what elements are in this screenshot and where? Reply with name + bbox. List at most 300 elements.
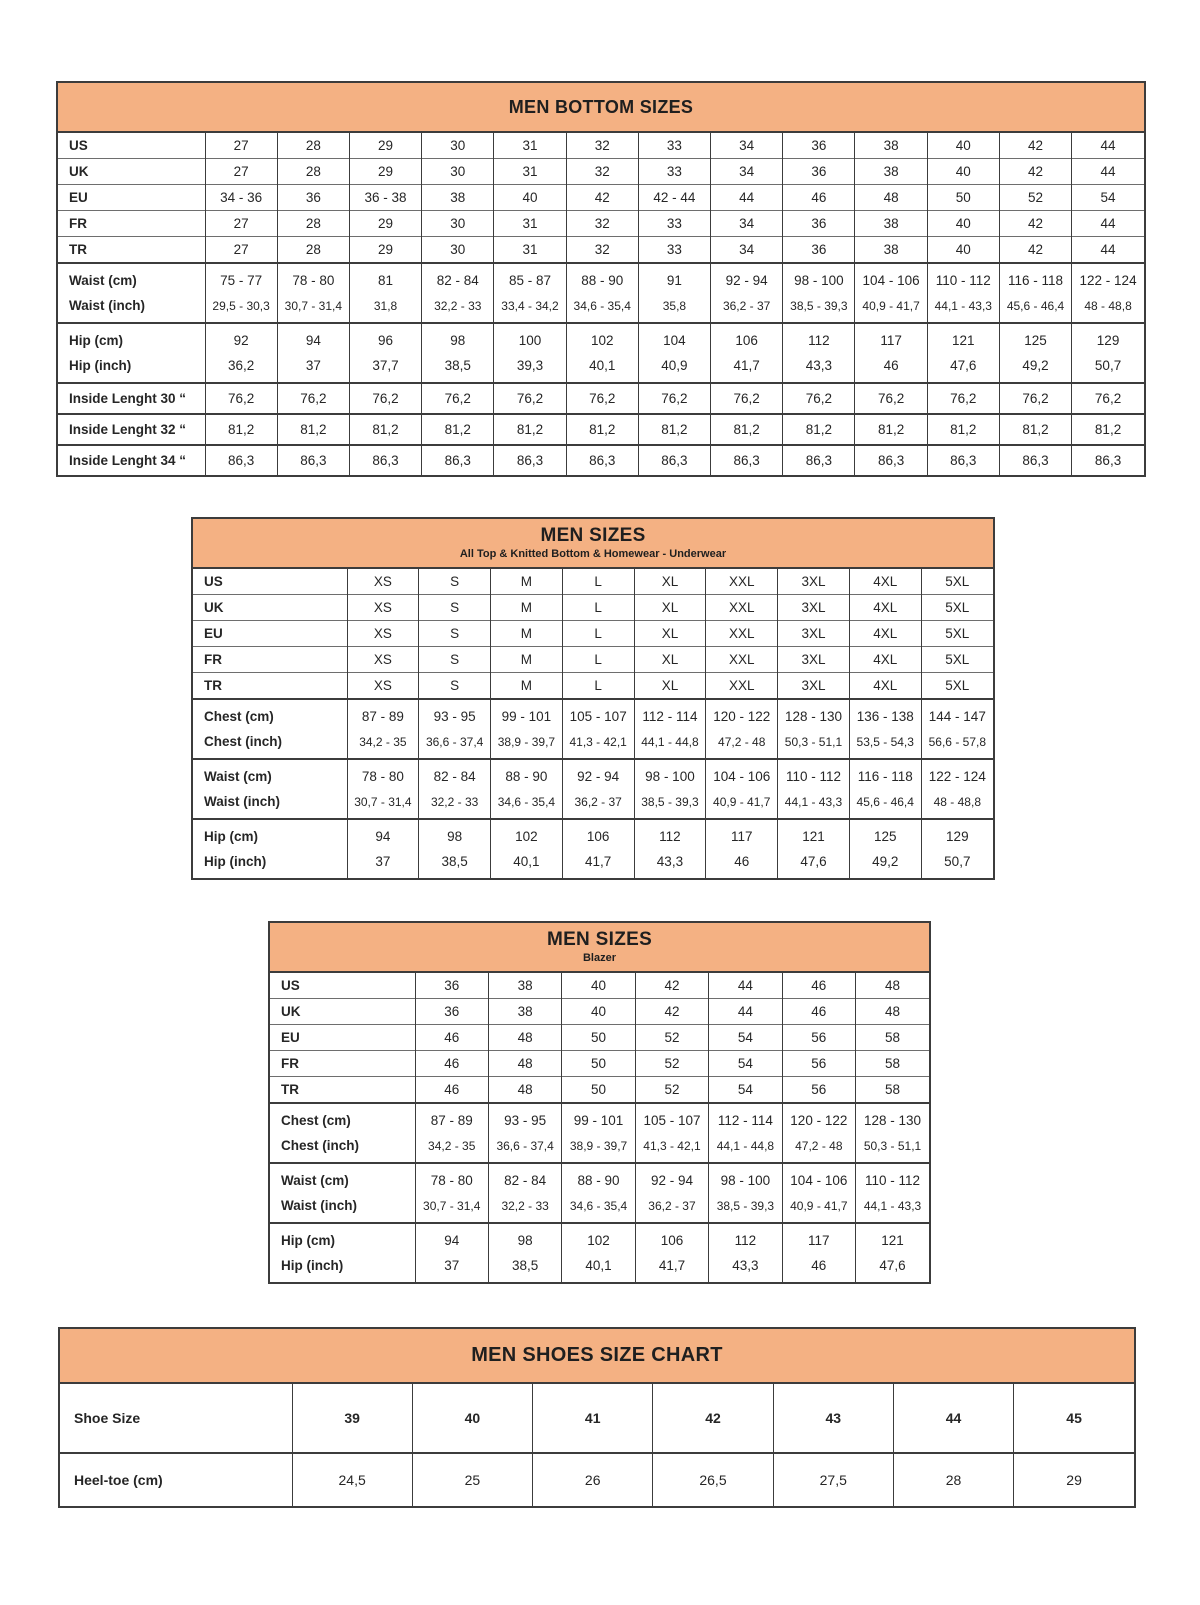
table-cell: 122 - 124: [921, 759, 993, 789]
table-row: [193, 595, 993, 621]
table-cell: 38: [855, 133, 927, 159]
table-cell: 49,2: [849, 849, 921, 878]
table-cell: XXL: [706, 673, 778, 700]
table-row: [270, 1253, 929, 1282]
table-cell: 86,3: [711, 445, 783, 475]
table-cell: 40,9 - 41,7: [782, 1193, 855, 1223]
table-cell: 30,7 - 31,4: [415, 1193, 488, 1223]
table-cell: 32,2 - 33: [488, 1193, 561, 1223]
table-cell: 87 - 89: [415, 1103, 488, 1133]
table-cell: 5XL: [921, 595, 993, 621]
table-cell: 3XL: [778, 673, 850, 700]
table-cell: 41,7: [635, 1253, 708, 1282]
table-cell: 82 - 84: [422, 263, 494, 293]
table-row: [58, 133, 1144, 159]
table-cell: 94: [277, 323, 349, 353]
table-header: [58, 83, 1144, 133]
table-cell: 81,2: [711, 414, 783, 445]
table-cell: 43,3: [634, 849, 706, 878]
table-cell: 32,2 - 33: [419, 789, 491, 819]
table-cell: 45,6 - 46,4: [999, 293, 1071, 323]
table-cell: 44: [709, 999, 782, 1025]
table-cell: 102: [491, 819, 563, 849]
table-cell: 56: [782, 1025, 855, 1051]
table-cell: 50: [562, 1051, 635, 1077]
table-cell: 40,1: [566, 353, 638, 383]
table-cell: 93 - 95: [488, 1103, 561, 1133]
table-cell: 125: [999, 323, 1071, 353]
table-cell: 34: [711, 159, 783, 185]
row-label: FR: [193, 647, 347, 673]
table-cell: 42: [999, 133, 1071, 159]
table-cell: 112: [709, 1223, 782, 1253]
table-cell: 76,2: [349, 383, 421, 414]
table-cell: 40,9 - 41,7: [855, 293, 927, 323]
table-cell: 81,2: [1072, 414, 1144, 445]
table-cell: 42: [566, 185, 638, 211]
table-cell: 104: [638, 323, 710, 353]
table-cell: 33: [638, 159, 710, 185]
table-cell: 33: [638, 211, 710, 237]
table-cell: 41,7: [711, 353, 783, 383]
row-label: TR: [193, 673, 347, 700]
table-cell: 94: [415, 1223, 488, 1253]
table-cell: 86,3: [349, 445, 421, 475]
table-row: [58, 293, 1144, 323]
row-label: US: [69, 138, 88, 153]
table-cell: 46: [415, 1051, 488, 1077]
table-row: [270, 1133, 929, 1163]
table-cell: 27: [205, 159, 277, 185]
table-cell: 30: [422, 159, 494, 185]
table-cell: 86,3: [855, 445, 927, 475]
table-cell: 42: [653, 1384, 773, 1453]
table-cell: 98: [488, 1223, 561, 1253]
table-cell: 41,3 - 42,1: [562, 729, 634, 759]
row-label: Hip (cm): [58, 323, 205, 353]
table-cell: 34 - 36: [205, 185, 277, 211]
table-cell: 28: [277, 159, 349, 185]
table-cell: 39,3: [494, 353, 566, 383]
table-cell: 104 - 106: [706, 759, 778, 789]
row-label: Waist (inch): [69, 298, 145, 313]
table-cell: 76,2: [855, 383, 927, 414]
table-cell: 34,2 - 35: [347, 729, 419, 759]
table-cell: 36: [783, 237, 855, 264]
table-cell: 56,6 - 57,8: [921, 729, 993, 759]
table-cell: 76,2: [205, 383, 277, 414]
table-cell: 122 - 124: [1072, 263, 1144, 293]
table-cell: 76,2: [566, 383, 638, 414]
table-cell: 34,6 - 35,4: [562, 1193, 635, 1223]
table-cell: 3XL: [778, 569, 850, 595]
table-cell: XS: [347, 673, 419, 700]
row-label: Waist (cm): [193, 759, 347, 789]
table-cell: 30,7 - 31,4: [347, 789, 419, 819]
table-cell: 116 - 118: [999, 263, 1071, 293]
table-cell: 38,5 - 39,3: [634, 789, 706, 819]
table-cell: 31: [494, 211, 566, 237]
table-cell: 54: [1072, 185, 1144, 211]
table-row: [58, 445, 1144, 475]
table-cell: 38,5: [419, 849, 491, 878]
table-cell: S: [419, 673, 491, 700]
table-cell: 26,5: [653, 1453, 773, 1506]
table-cell: 36: [415, 973, 488, 999]
table-cell: 37: [277, 353, 349, 383]
table-cell: 37: [347, 849, 419, 878]
table-cell: 81,2: [422, 414, 494, 445]
table-cell: 34,6 - 35,4: [491, 789, 563, 819]
table-cell: 81,2: [349, 414, 421, 445]
table-cell: 36: [783, 133, 855, 159]
table-cell: 54: [709, 1051, 782, 1077]
table-cell: 38,5 - 39,3: [709, 1193, 782, 1223]
table-cell: 35,8: [638, 293, 710, 323]
table-cell: 40: [927, 159, 999, 185]
table-cell: 76,2: [638, 383, 710, 414]
table-cell: XS: [347, 569, 419, 595]
table-cell: 34: [711, 237, 783, 264]
table-cell: 76,2: [711, 383, 783, 414]
table-cell: 40: [927, 133, 999, 159]
table-row: [270, 973, 929, 999]
table-cell: 81,2: [999, 414, 1071, 445]
table-cell: XS: [347, 595, 419, 621]
table-cell: 93 - 95: [419, 699, 491, 729]
table-cell: 86,3: [783, 445, 855, 475]
table-cell: S: [419, 621, 491, 647]
table-cell: 82 - 84: [488, 1163, 561, 1193]
table-cell: 85 - 87: [494, 263, 566, 293]
table-cell: 5XL: [921, 569, 993, 595]
table-cell: 117: [855, 323, 927, 353]
table-cell: 3XL: [778, 647, 850, 673]
table-row: [193, 621, 993, 647]
table-cell: 86,3: [638, 445, 710, 475]
table-cell: 76,2: [783, 383, 855, 414]
table-cell: 36,2 - 37: [562, 789, 634, 819]
table-cell: 29: [1014, 1453, 1134, 1506]
table-cell: 32: [566, 211, 638, 237]
table-header: [193, 519, 993, 569]
table-cell: 112 - 114: [709, 1103, 782, 1133]
table-cell: 76,2: [494, 383, 566, 414]
table-cell: 38,9 - 39,7: [562, 1133, 635, 1163]
table-cell: 48: [856, 973, 929, 999]
table-cell: 54: [709, 1025, 782, 1051]
table-cell: 40,9: [638, 353, 710, 383]
row-label: UK: [58, 159, 205, 185]
size-table: [58, 133, 1144, 475]
table-cell: 42: [999, 211, 1071, 237]
size-table: [270, 973, 929, 1282]
table-row: [270, 1193, 929, 1223]
table-cell: 48 - 48,8: [1072, 293, 1144, 323]
table-cell: 56: [782, 1051, 855, 1077]
table-cell: 88 - 90: [566, 263, 638, 293]
table-cell: 38: [422, 185, 494, 211]
row-label: Chest (inch): [204, 734, 283, 749]
table-cell: 46: [706, 849, 778, 878]
table-cell: 86,3: [1072, 445, 1144, 475]
table-cell: 46: [782, 1253, 855, 1282]
table-cell: 81,2: [638, 414, 710, 445]
table-cell: XL: [634, 569, 706, 595]
men-bottom-sizes-table: [56, 81, 1146, 477]
table-cell: 112: [634, 819, 706, 849]
table-cell: 33,4 - 34,2: [494, 293, 566, 323]
table-cell: 29: [349, 211, 421, 237]
table-cell: 4XL: [849, 569, 921, 595]
table-cell: 52: [635, 1077, 708, 1104]
row-label: EU: [193, 621, 347, 647]
row-label: Waist (cm): [58, 263, 205, 293]
table-cell: S: [419, 647, 491, 673]
table-row: [58, 383, 1144, 414]
table-cell: 112: [783, 323, 855, 353]
table-cell: 81,2: [783, 414, 855, 445]
table-cell: 41,7: [562, 849, 634, 878]
table-row: [193, 819, 993, 849]
row-label: Hip (inch): [69, 358, 132, 373]
table-cell: 106: [711, 323, 783, 353]
table-cell: 32: [566, 159, 638, 185]
table-cell: 98 - 100: [709, 1163, 782, 1193]
table-cell: 86,3: [277, 445, 349, 475]
row-label: Waist (cm): [270, 1163, 415, 1193]
table-cell: 105 - 107: [635, 1103, 708, 1133]
table-cell: 27: [205, 237, 277, 264]
table-cell: 106: [635, 1223, 708, 1253]
table-cell: L: [562, 621, 634, 647]
table-cell: 38: [855, 237, 927, 264]
table-cell: 96: [349, 323, 421, 353]
table-cell: 52: [999, 185, 1071, 211]
table-cell: 30: [422, 133, 494, 159]
table-cell: 58: [856, 1051, 929, 1077]
table-cell: M: [491, 647, 563, 673]
table-cell: 34,6 - 35,4: [566, 293, 638, 323]
table-cell: 38,9 - 39,7: [491, 729, 563, 759]
table-cell: XXL: [706, 621, 778, 647]
table-cell: 50,3 - 51,1: [856, 1133, 929, 1163]
table-cell: 121: [778, 819, 850, 849]
table-cell: 36,6 - 37,4: [488, 1133, 561, 1163]
row-label: TR: [270, 1077, 415, 1104]
table-cell: 39: [292, 1384, 412, 1453]
row-label: FR: [58, 211, 205, 237]
table-cell: 40: [412, 1384, 532, 1453]
table-cell: 42: [999, 237, 1071, 264]
table-cell: 32: [566, 237, 638, 264]
table-cell: XXL: [706, 569, 778, 595]
table-cell: 86,3: [422, 445, 494, 475]
table-cell: 76,2: [277, 383, 349, 414]
table-cell: 47,2 - 48: [782, 1133, 855, 1163]
table-cell: 120 - 122: [706, 699, 778, 729]
table-cell: 144 - 147: [921, 699, 993, 729]
men-blazer-sizes-table: [268, 921, 931, 1284]
table-cell: M: [491, 595, 563, 621]
table-cell: 48: [488, 1025, 561, 1051]
table-cell: 121: [856, 1223, 929, 1253]
table-cell: 31: [494, 159, 566, 185]
table-cell: 44: [893, 1384, 1013, 1453]
table-cell: L: [562, 569, 634, 595]
table-row: [58, 353, 1144, 383]
table-cell: 50,7: [1072, 353, 1144, 383]
table-cell: 92 - 94: [562, 759, 634, 789]
table-cell: 98: [419, 819, 491, 849]
table-cell: XL: [634, 673, 706, 700]
row-label: Heel-toe (cm): [60, 1453, 292, 1506]
table-subtitle: Blazer: [582, 952, 617, 964]
table-cell: 86,3: [927, 445, 999, 475]
table-cell: 38,5 - 39,3: [783, 293, 855, 323]
table-cell: 40: [927, 237, 999, 264]
row-label: Inside Lenght 34 “: [58, 445, 205, 475]
table-cell: 44: [1072, 237, 1144, 264]
table-cell: 24,5: [292, 1453, 412, 1506]
table-cell: 92: [205, 323, 277, 353]
table-cell: 44,1 - 43,3: [778, 789, 850, 819]
table-cell: 58: [856, 1077, 929, 1104]
table-row: [58, 159, 1144, 185]
table-cell: 99 - 101: [562, 1103, 635, 1133]
table-cell: 88 - 90: [491, 759, 563, 789]
table-cell: 86,3: [205, 445, 277, 475]
table-cell: 129: [1072, 323, 1144, 353]
table-cell: 29,5 - 30,3: [205, 293, 277, 323]
table-cell: 5XL: [921, 647, 993, 673]
table-cell: 33: [638, 133, 710, 159]
table-cell: 52: [635, 1025, 708, 1051]
table-cell: 81,2: [855, 414, 927, 445]
table-cell: 38,5: [488, 1253, 561, 1282]
table-cell: 31: [494, 133, 566, 159]
table-cell: 98: [422, 323, 494, 353]
table-cell: 36: [783, 159, 855, 185]
table-cell: 128 - 130: [778, 699, 850, 729]
table-cell: 47,6: [856, 1253, 929, 1282]
table-cell: 48: [488, 1051, 561, 1077]
row-label: Inside Lenght 30 “: [58, 383, 205, 414]
row-label: Hip (inch): [281, 1258, 344, 1273]
table-cell: 34: [711, 211, 783, 237]
table-cell: 38: [855, 211, 927, 237]
table-row: [58, 237, 1144, 264]
table-cell: 31,8: [349, 293, 421, 323]
table-cell: 47,6: [927, 353, 999, 383]
row-label: Chest (inch): [281, 1138, 360, 1153]
table-cell: 40,1: [562, 1253, 635, 1282]
table-cell: 50,3 - 51,1: [778, 729, 850, 759]
table-cell: 53,5 - 54,3: [849, 729, 921, 759]
table-cell: 82 - 84: [419, 759, 491, 789]
table-cell: 46: [415, 1077, 488, 1104]
table-cell: 4XL: [849, 621, 921, 647]
table-cell: 86,3: [494, 445, 566, 475]
table-cell: 32,2 - 33: [422, 293, 494, 323]
row-label: Inside Lenght 32 “: [58, 414, 205, 445]
table-cell: 25: [412, 1453, 532, 1506]
table-cell: XS: [347, 621, 419, 647]
table-cell: 5XL: [921, 621, 993, 647]
table-cell: 78 - 80: [415, 1163, 488, 1193]
table-cell: M: [491, 673, 563, 700]
row-label: US: [281, 978, 300, 993]
table-subtitle: All Top & Knitted Bottom & Homewear - Underwear: [459, 548, 727, 560]
table-cell: 116 - 118: [849, 759, 921, 789]
table-cell: 91: [638, 263, 710, 293]
size-table: [193, 569, 993, 878]
table-cell: 102: [562, 1223, 635, 1253]
table-cell: L: [562, 647, 634, 673]
table-cell: 29: [349, 159, 421, 185]
table-cell: 102: [566, 323, 638, 353]
table-cell: 48: [488, 1077, 561, 1104]
table-cell: 4XL: [849, 673, 921, 700]
table-cell: 86,3: [566, 445, 638, 475]
row-label: Shoe Size: [74, 1410, 141, 1426]
table-cell: 28: [277, 211, 349, 237]
table-cell: 81: [349, 263, 421, 293]
table-cell: 104 - 106: [855, 263, 927, 293]
table-row: [193, 647, 993, 673]
table-cell: 129: [921, 819, 993, 849]
table-cell: 120 - 122: [782, 1103, 855, 1133]
table-title: MEN BOTTOM SIZES: [508, 97, 694, 117]
table-cell: 136 - 138: [849, 699, 921, 729]
table-title: MEN SHOES SIZE CHART: [471, 1344, 723, 1366]
table-cell: 98 - 100: [634, 759, 706, 789]
table-cell: 36 - 38: [349, 185, 421, 211]
table-cell: 105 - 107: [562, 699, 634, 729]
table-cell: 41: [533, 1384, 653, 1453]
table-cell: 121: [927, 323, 999, 353]
table-cell: 40,1: [491, 849, 563, 878]
table-cell: 81,2: [927, 414, 999, 445]
table-cell: 37,7: [349, 353, 421, 383]
table-cell: 42: [635, 999, 708, 1025]
table-cell: XL: [634, 621, 706, 647]
table-cell: 32: [566, 133, 638, 159]
row-label: FR: [270, 1051, 415, 1077]
table-cell: 46: [415, 1025, 488, 1051]
table-cell: 4XL: [849, 647, 921, 673]
table-cell: 36,2 - 37: [635, 1193, 708, 1223]
table-cell: 40: [494, 185, 566, 211]
table-cell: M: [491, 621, 563, 647]
table-cell: 27: [205, 211, 277, 237]
table-cell: 46: [782, 999, 855, 1025]
table-cell: 30: [422, 211, 494, 237]
table-cell: 45: [1014, 1384, 1134, 1453]
table-cell: 47,2 - 48: [706, 729, 778, 759]
table-cell: 125: [849, 819, 921, 849]
table-row: [193, 699, 993, 729]
table-header: [270, 923, 929, 973]
table-cell: 54: [709, 1077, 782, 1104]
men-shoes-size-chart-table: [58, 1327, 1136, 1508]
table-cell: 31: [494, 237, 566, 264]
table-cell: 46: [783, 185, 855, 211]
row-label: Hip (inch): [204, 854, 267, 869]
table-row: [193, 729, 993, 759]
table-cell: 46: [782, 973, 855, 999]
table-cell: 78 - 80: [347, 759, 419, 789]
